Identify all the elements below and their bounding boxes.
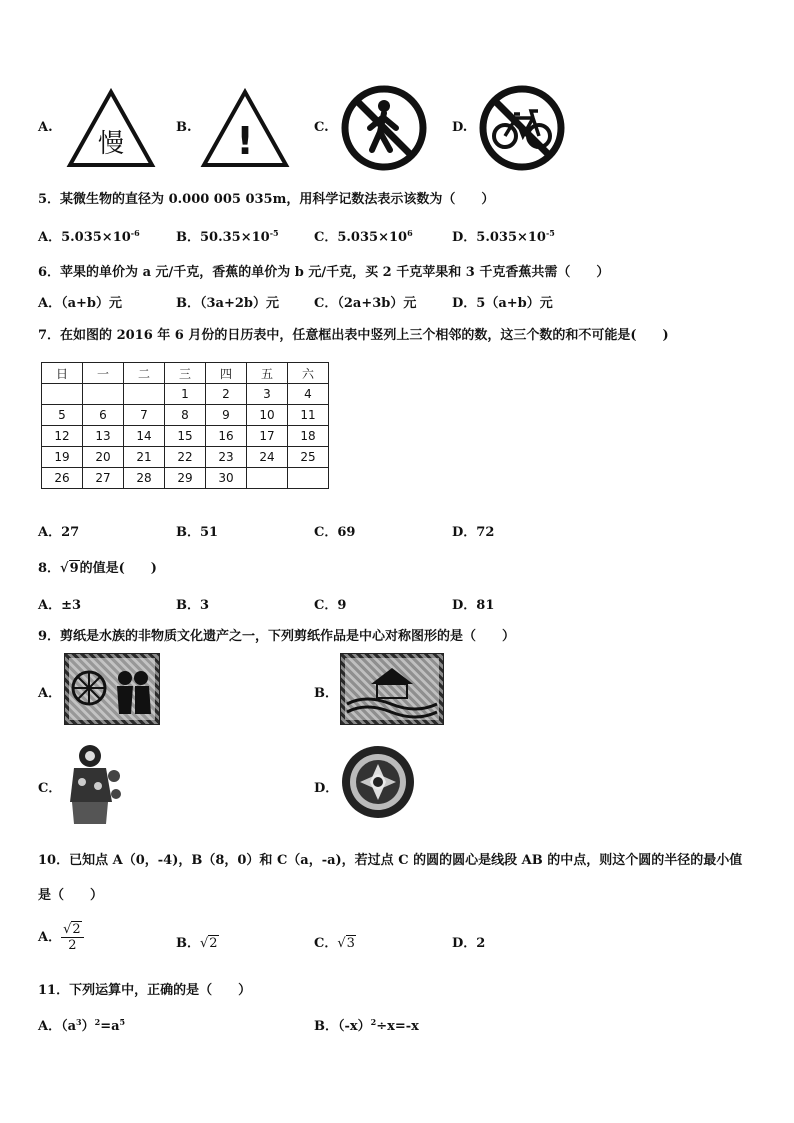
q8-number: 8． <box>38 561 61 576</box>
option-exponent: -5 <box>269 228 279 238</box>
calendar-cell: 三 <box>165 363 206 384</box>
fraction-denominator: 2 <box>68 938 77 953</box>
calendar-cell: 12 <box>42 426 83 447</box>
calendar-row <box>42 468 329 489</box>
calendar-cell: 9 <box>206 405 247 426</box>
q8-stem-suffix: 的值是( ) <box>79 561 157 576</box>
q10-option-a <box>38 922 84 953</box>
option-base: 50.35×10 <box>200 230 270 245</box>
calendar-cell: 26 <box>42 468 83 489</box>
q8-option-b: B．3 <box>176 598 210 613</box>
calendar-cell <box>288 468 329 489</box>
calendar-cell: 30 <box>206 468 247 489</box>
calendar-cell: 21 <box>124 447 165 468</box>
calendar-row <box>42 426 329 447</box>
calendar-cell: 5 <box>42 405 83 426</box>
q5-option-b <box>176 226 279 245</box>
q10-option-b <box>176 932 219 951</box>
option-label: A． <box>38 930 62 945</box>
expr-part: ÷x=-x <box>376 1019 419 1034</box>
calendar-cell: 10 <box>247 405 288 426</box>
expr-part: =a <box>100 1019 120 1034</box>
calendar-cell: 29 <box>165 468 206 489</box>
q7-option-c: C．69 <box>314 525 356 540</box>
papercut-image-c-icon <box>62 742 124 826</box>
q6-option-c: C．（2a+3b）元 <box>314 296 417 311</box>
q9-option-c-label: C． <box>38 781 62 796</box>
calendar-cell: 15 <box>165 426 206 447</box>
option-exponent: -5 <box>545 228 555 238</box>
sqrt-expression: √3 <box>337 936 355 951</box>
option-label: A． <box>38 230 62 245</box>
fraction-numerator: √2 <box>61 922 84 938</box>
calendar-cell: 22 <box>165 447 206 468</box>
sqrt-expression: √9 <box>60 561 79 576</box>
calendar-cell: 3 <box>247 384 288 405</box>
radicand: 3 <box>346 936 355 951</box>
calendar-cell <box>247 468 288 489</box>
q11-stem: 11．下列运算中，正确的是（ ） <box>38 983 252 998</box>
calendar-cell: 2 <box>206 384 247 405</box>
option-exponent: -6 <box>130 228 140 238</box>
calendar-cell: 28 <box>124 468 165 489</box>
q4-option-a-label: A. <box>38 120 53 135</box>
slow-sign-text: 慢 <box>97 129 125 159</box>
q10-stem-line2: 是（ ） <box>38 888 104 903</box>
option-base: 5.035×10 <box>476 230 546 245</box>
exclamation-warning-sign-icon <box>200 88 290 168</box>
figure-papercut-icon <box>62 742 124 826</box>
option-label: C． <box>314 936 338 951</box>
q10-option-c <box>314 932 356 951</box>
calendar-cell <box>124 384 165 405</box>
q6-stem: 6．苹果的单价为 a 元/千克，香蕉的单价为 b 元/千克，买 2 千克苹果和 3 千克香蕉共需（ ） <box>38 265 610 280</box>
calendar-cell: 四 <box>206 363 247 384</box>
calendar-row <box>42 447 329 468</box>
q5-stem: 5．某微生物的直径为 0.000 005 035m，用科学记数法表示该数为（ ） <box>38 192 495 207</box>
calendar-cell: 24 <box>247 447 288 468</box>
q7-option-b: B．51 <box>176 525 219 540</box>
option-label: D． <box>452 936 477 951</box>
q6-option-b: B．（3a+2b）元 <box>176 296 279 311</box>
calendar-cell: 4 <box>288 384 329 405</box>
round-medallion-papercut-icon <box>340 744 416 820</box>
calendar-cell: 8 <box>165 405 206 426</box>
sqrt-expression: √2 <box>200 936 218 951</box>
q10-stem-line1: 10．已知点 A（0，-4)，B（8，0）和 C（a，-a)，若过点 C 的圆的圆心是线段 AB 的中点，则这个圆的半径的最小值 <box>38 853 743 868</box>
q5-option-d <box>452 226 555 245</box>
q9-option-b-label: B． <box>314 686 338 701</box>
calendar-cell: 6 <box>83 405 124 426</box>
calendar-cell: 日 <box>42 363 83 384</box>
fraction <box>61 922 84 953</box>
option-base: 5.035×10 <box>61 230 131 245</box>
q11-option-b <box>314 1015 419 1034</box>
q8-option-c: C．9 <box>314 598 347 613</box>
calendar-cell: 13 <box>83 426 124 447</box>
q9-stem: 9．剪纸是水族的非物质文化遗产之一，下列剪纸作品是中心对称图形的是（ ） <box>38 629 516 644</box>
q6-option-d: D．5（a+b）元 <box>452 296 553 311</box>
calendar-cell <box>83 384 124 405</box>
q8-option-a: A．±3 <box>38 598 82 613</box>
radicand: 2 <box>209 936 218 951</box>
calendar-cell: 16 <box>206 426 247 447</box>
q9-option-d-label: D． <box>314 781 339 796</box>
calendar-cell: 20 <box>83 447 124 468</box>
calendar-cell <box>42 384 83 405</box>
q8-stem <box>38 557 157 576</box>
exponent: 2 <box>94 1017 101 1027</box>
q6-option-a: A．（a+b）元 <box>38 296 122 311</box>
no-pedestrian-sign-icon <box>340 84 428 172</box>
calendar-row <box>42 405 329 426</box>
calendar-cell: 14 <box>124 426 165 447</box>
expr-part: （-x） <box>338 1019 371 1034</box>
option-label: C． <box>314 230 338 245</box>
option-exponent: 6 <box>407 228 413 238</box>
exclamation-sign-text: ! <box>236 119 254 163</box>
slow-warning-sign-icon <box>66 88 156 168</box>
calendar-cell: 11 <box>288 405 329 426</box>
papercut-image-a-icon <box>64 653 160 725</box>
radicand: 2 <box>72 922 81 937</box>
calendar-cell: 23 <box>206 447 247 468</box>
calendar-cell: 25 <box>288 447 329 468</box>
q4-option-b-label: B. <box>176 120 192 135</box>
papercut-image-d-icon <box>340 744 416 820</box>
q4-option-c-label: C. <box>314 120 329 135</box>
q7-stem: 7．在如图的 2016 年 6 月份的日历表中，任意框出表中竖列上三个相邻的数，这三个数的和不可能是( ) <box>38 328 669 343</box>
option-label: B． <box>176 230 200 245</box>
option-label: D． <box>452 230 477 245</box>
calendar-cell: 27 <box>83 468 124 489</box>
calendar-cell: 7 <box>124 405 165 426</box>
calendar-cell: 六 <box>288 363 329 384</box>
q5-option-a <box>38 226 140 245</box>
spinning-wheel-icon <box>65 654 159 724</box>
q10-option-d <box>452 932 485 951</box>
calendar-header-row <box>42 363 329 384</box>
calendar-cell: 五 <box>247 363 288 384</box>
calendar-cell: 1 <box>165 384 206 405</box>
exponent: 5 <box>119 1017 126 1027</box>
q4-option-d-label: D. <box>452 120 468 135</box>
calendar-table <box>41 362 329 489</box>
radicand: 9 <box>69 561 79 576</box>
option-base: 5.035×10 <box>337 230 408 245</box>
calendar-row <box>42 384 329 405</box>
exponent: 3 <box>76 1017 82 1027</box>
q5-option-c <box>314 226 413 245</box>
no-bicycle-sign-icon <box>478 84 566 172</box>
papercut-image-b-icon <box>340 653 444 725</box>
q9-option-a-label: A． <box>38 686 62 701</box>
calendar-cell: 19 <box>42 447 83 468</box>
q8-option-d: D．81 <box>452 598 495 613</box>
calendar-cell: 二 <box>124 363 165 384</box>
expr-part: ） <box>81 1019 95 1034</box>
option-label: B． <box>314 1019 338 1034</box>
option-label: A． <box>38 1019 62 1034</box>
q7-option-a: A．27 <box>38 525 80 540</box>
q7-option-d: D．72 <box>452 525 495 540</box>
pavilion-landscape-icon <box>341 654 443 724</box>
calendar-cell: 17 <box>247 426 288 447</box>
calendar-cell: 18 <box>288 426 329 447</box>
expr-part: （a <box>61 1019 77 1034</box>
option-label: B． <box>176 936 200 951</box>
calendar-cell: 一 <box>83 363 124 384</box>
option-value: 2 <box>476 936 486 951</box>
q11-option-a <box>38 1015 125 1034</box>
exponent: 2 <box>370 1017 377 1027</box>
